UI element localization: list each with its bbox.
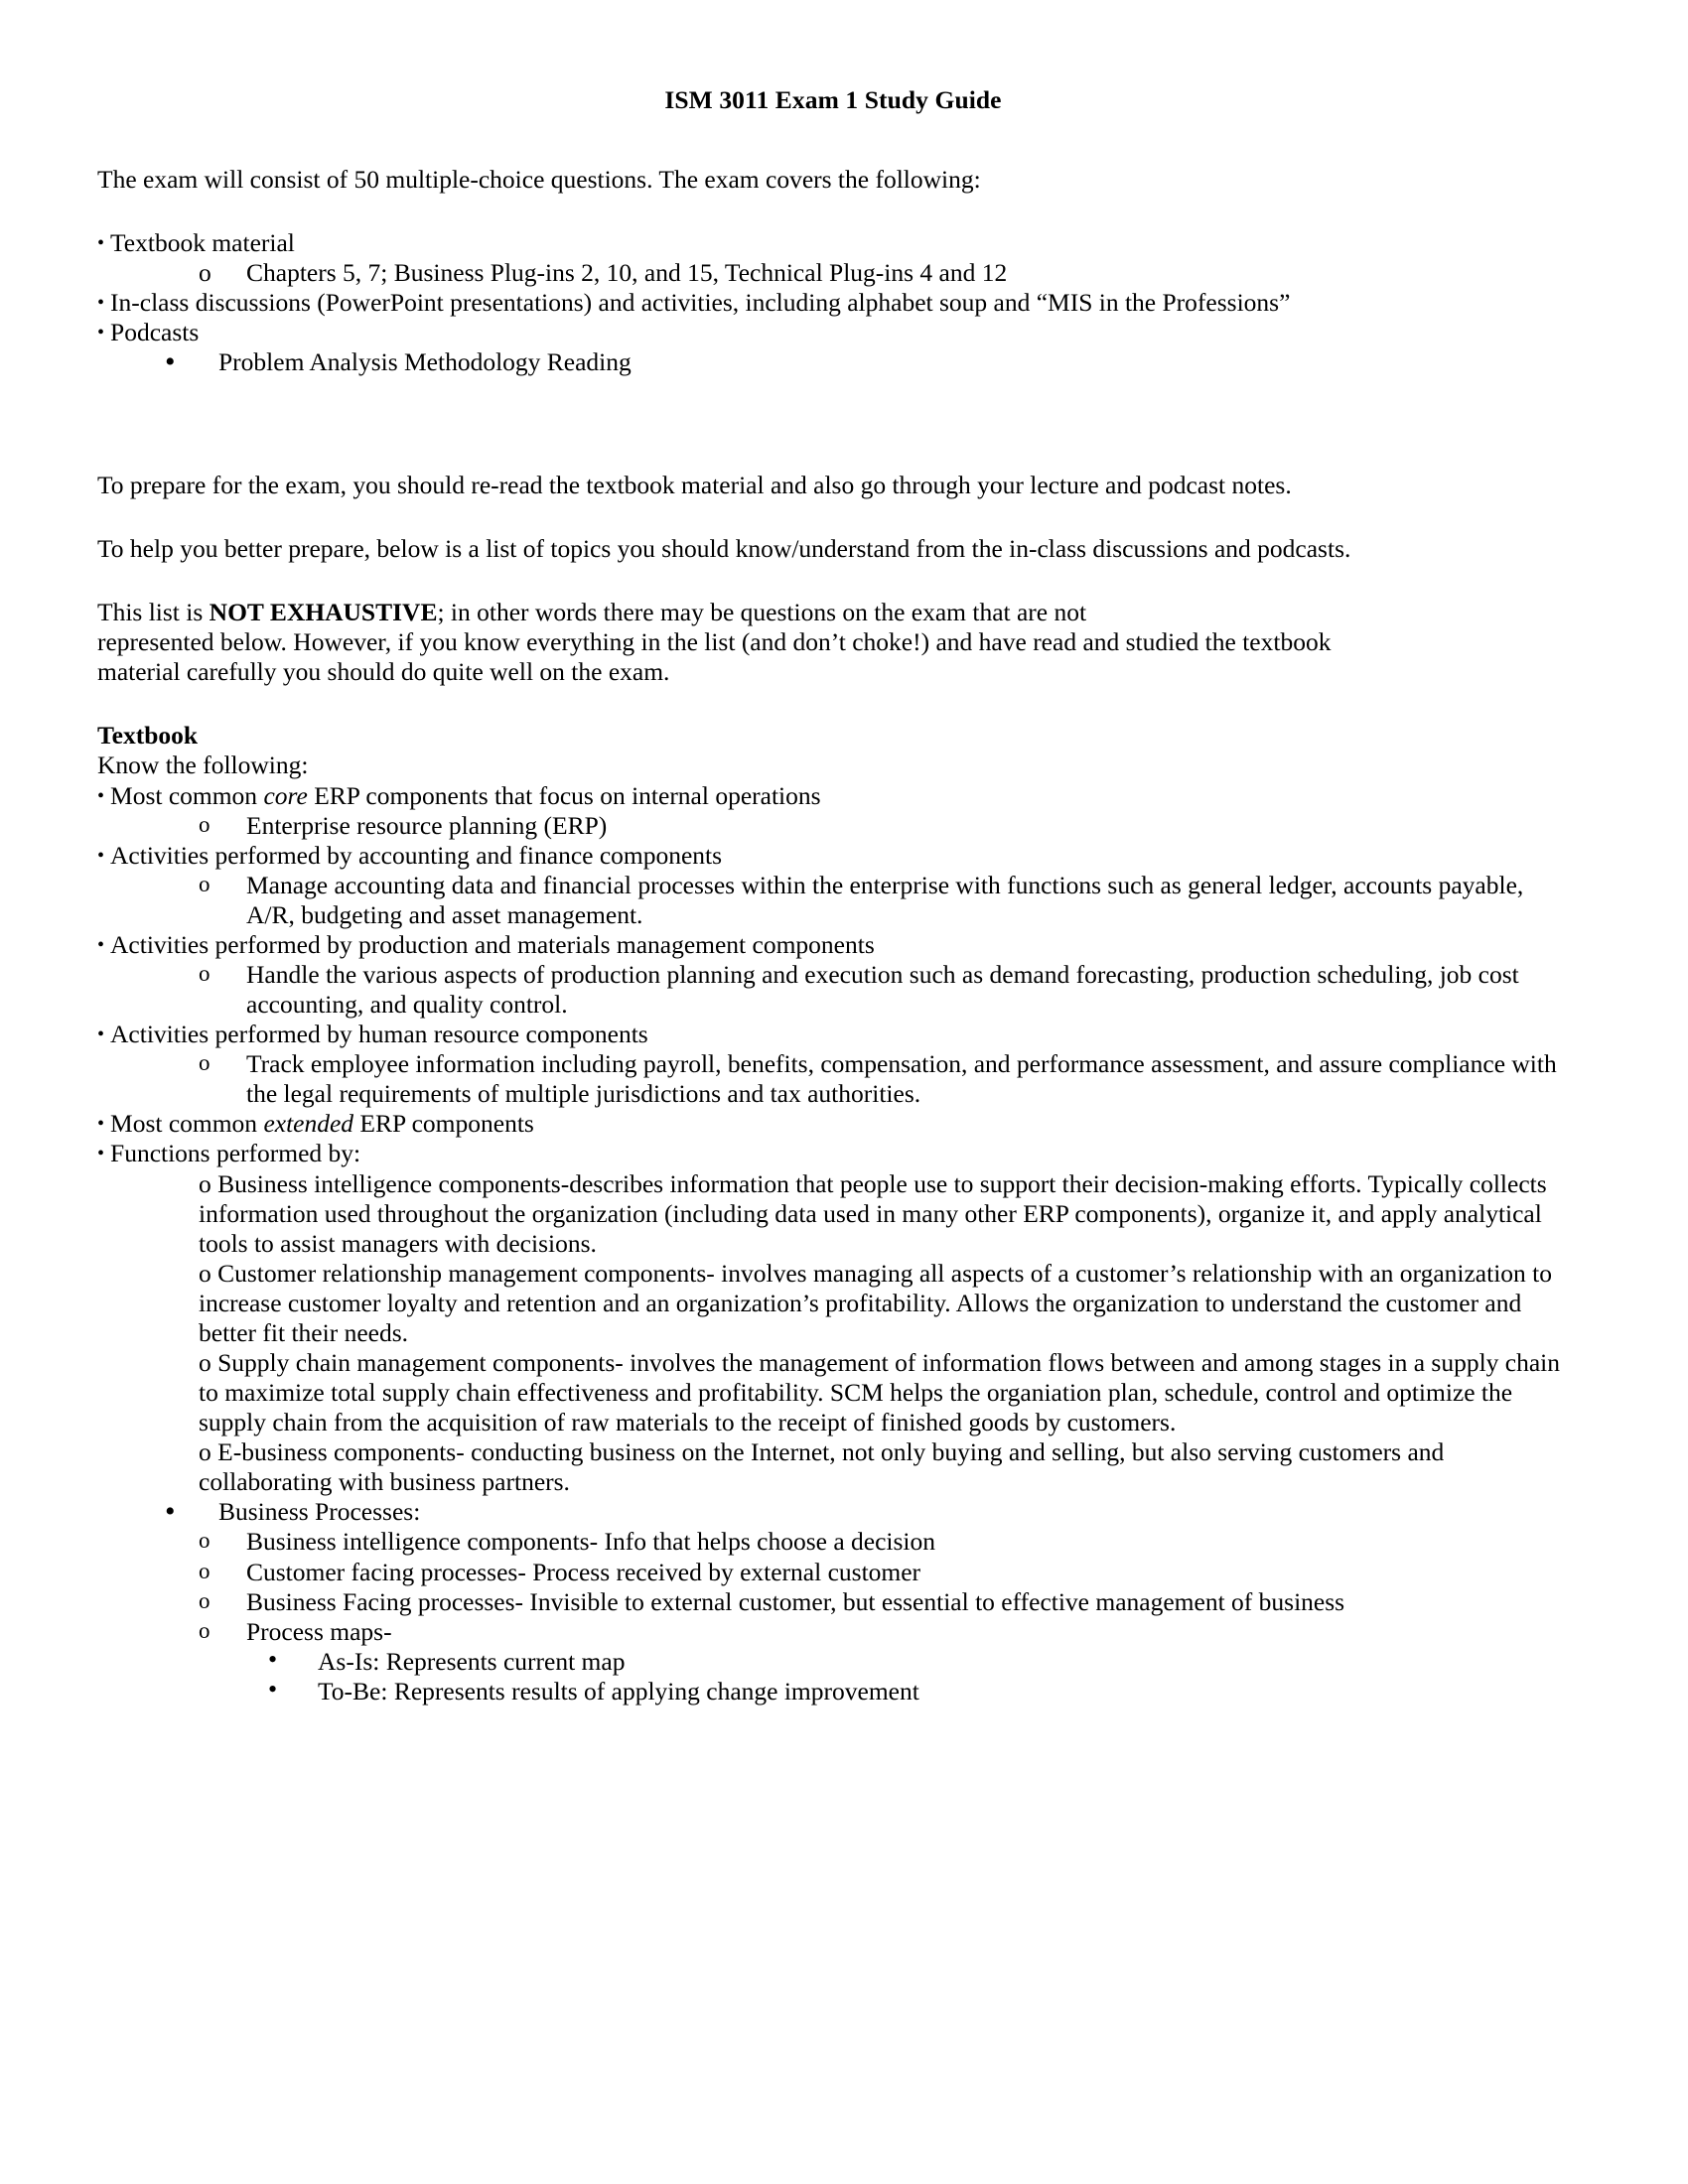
prepare-paragraph: To prepare for the exam, you should re-read the textbook material and also go through your lecture and podcast notes. <box>97 470 1292 499</box>
coverage-item-problem-analysis: • Problem Analysis Methodology Reading <box>97 347 1569 377</box>
function-paragraph-scm: o Supply chain management components- involves the management of information flows between and among stages in a supply chain to maximize total supply chain effectiveness and profitability. SCM helps the organiation plan, schedule, control and optimize the supply chain from the acquisition of raw materials to the receipt of finished goods by customers. <box>199 1348 1560 1437</box>
coverage-chapters-text: Chapters 5, 7; Business Plug-ins 2, 10, and 15, Technical Plug-ins 4 and 12 <box>246 257 1008 287</box>
business-process-item-business-facing: o Business Facing processes- Invisible to external customer, but essential to effective management of business <box>97 1587 1569 1617</box>
coverage-item-in-class: • In-class discussions (PowerPoint presentations) and activities, including alphabet soup and “MIS in the Professions” <box>97 288 1569 318</box>
extended-erp-italic: extended <box>263 1109 354 1139</box>
list-item-business-processes: • Business Processes: <box>97 1497 1569 1527</box>
process-map-item-to-be: • To-Be: Represents results of applying change improvement <box>97 1677 1569 1706</box>
list-item-accounting-detail: o Manage accounting data and financial processes within the enterprise with functions such as general ledger, accounts payable, A/R, budgeting and asset management. <box>97 871 1569 930</box>
business-process-item-customer-facing: o Customer facing processes- Process received by external customer <box>97 1558 1569 1587</box>
exhaustive-line-3: material carefully you should do quite well on the exam. <box>97 657 670 687</box>
page-title: ISM 3011 Exam 1 Study Guide <box>664 85 1002 114</box>
list-item-extended-erp <box>97 1109 1569 1139</box>
extended-erp-prefix: Most common <box>110 1109 264 1139</box>
list-item-production-materials: • Activities performed by production and materials management components <box>97 930 1569 960</box>
intro-paragraph: The exam will consist of 50 multiple-choice questions. The exam covers the following: <box>97 164 981 194</box>
exhaustive-lead: This list is <box>97 598 210 627</box>
coverage-item-chapters <box>97 258 1569 288</box>
list-item-human-resource-detail: o Track employee information including payroll, benefits, compensation, and performance assessment, and assure compliance with the legal requirements of multiple jurisdictions and tax authorities. <box>97 1049 1569 1109</box>
exhaustive-line-2: represented below. However, if you know everything in the list (and don’t choke!) and have read and studied the textbook <box>97 627 1332 657</box>
know-following-line: Know the following: <box>97 751 309 780</box>
business-process-item-bi: o Business intelligence components- Info that helps choose a decision <box>97 1527 1569 1557</box>
business-process-item-process-maps: o Process maps- <box>97 1617 1569 1647</box>
exhaustive-paragraph <box>97 598 1569 627</box>
list-item-functions-performed-by: • Functions performed by: <box>97 1139 1569 1168</box>
core-erp-italic: core <box>263 780 308 810</box>
list-item-accounting-finance: • Activities performed by accounting and finance components <box>97 841 1569 871</box>
function-paragraph-business-intelligence: o Business intelligence components-describes information that people use to support their decision-making efforts. Typically collects information used throughout the organization (including data used in many other ERP components), organize it, and apply analytical tools to assist managers with decisions. <box>199 1168 1547 1258</box>
extended-erp-suffix: ERP components <box>353 1109 534 1139</box>
list-item-erp-definition: o Enterprise resource planning (ERP) <box>97 811 1569 841</box>
coverage-item-textbook: • Textbook material <box>97 228 1569 258</box>
list-item-human-resource: • Activities performed by human resource components <box>97 1020 1569 1049</box>
coverage-item-podcasts: • Podcasts <box>97 318 1569 347</box>
section-heading-textbook: Textbook <box>97 721 199 751</box>
core-erp-suffix: ERP components that focus on internal operations <box>307 780 821 810</box>
exhaustive-emphasis: NOT EXHAUSTIVE <box>209 598 438 627</box>
core-erp-prefix: Most common <box>110 780 264 810</box>
help-paragraph: To help you better prepare, below is a list of topics you should know/understand from the in-class discussions and podcasts. <box>97 534 1351 564</box>
process-map-item-as-is: • As-Is: Represents current map <box>97 1647 1569 1677</box>
list-item-production-detail: o Handle the various aspects of production planning and execution such as demand forecasting, production scheduling, job cost accounting, and quality control. <box>97 960 1569 1020</box>
list-marker-circle: o <box>199 257 211 287</box>
list-item-core-erp <box>97 781 1569 811</box>
function-paragraph-crm: o Customer relationship management components- involves managing all aspects of a customer’s relationship with an organization to increase customer loyalty and retention and an organization’s profitability. Allows the organization to understand the customer and better fit their needs. <box>199 1258 1552 1347</box>
function-paragraph-e-business: o E-business components- conducting business on the Internet, not only buying and selling, but also serving customers and collaborating with business partners. <box>199 1437 1445 1497</box>
exhaustive-rest: ; in other words there may be questions on the exam that are not <box>437 598 1087 627</box>
